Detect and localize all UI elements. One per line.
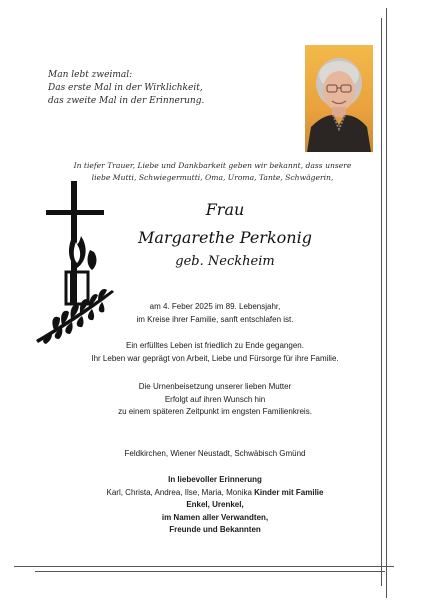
life-line: Ein erfülltes Leben ist friedlich zu Ende gegangen. xyxy=(126,341,304,350)
relatives-line: im Namen aller Verwandten, xyxy=(161,512,269,522)
urn-line: zu einem späteren Zeitpunkt im engsten Familienkreis. xyxy=(118,407,312,416)
intro-line: In tiefer Trauer, Liebe und Dankbarkeit geben wir bekannt, dass unsere xyxy=(73,161,352,170)
motto-line: Das erste Mal in der Wirklichkeit, xyxy=(48,83,203,93)
motto-quote xyxy=(48,69,204,108)
mourners-heading: In liebevoller Erinnerung xyxy=(168,475,262,484)
mourners-block xyxy=(60,474,370,537)
birth-name: geb. Neckheim xyxy=(175,254,275,269)
urn-line: Erfolgt auf ihren Wunsch hin xyxy=(164,394,266,404)
urn-burial-text xyxy=(60,381,370,419)
portrait-photo xyxy=(305,45,373,152)
deceased-name: Margarethe Perkonig xyxy=(138,228,312,247)
life-line: Ihr Leben war geprägt von Arbeit, Liebe und Fürsorge für ihre Familie. xyxy=(91,353,339,363)
border-right-outer xyxy=(386,8,387,598)
salutation: Frau xyxy=(205,200,245,219)
passing-line: am 4. Feber 2025 im 89. Lebensjahr, xyxy=(149,302,281,311)
motto-line: das zweite Mal in der Erinnerung. xyxy=(48,96,205,106)
friends-line: Freunde und Bekannten xyxy=(169,525,261,534)
passing-text xyxy=(60,301,370,326)
passing-line: im Kreise ihrer Familie, sanft entschlafen ist. xyxy=(136,314,294,324)
grandchildren-line: Enkel, Urenkel, xyxy=(186,500,244,509)
candle-icon xyxy=(66,233,96,304)
life-text xyxy=(60,340,370,365)
urn-line: Die Urnenbeisetzung unserer lieben Mutter xyxy=(138,382,292,391)
border-bottom-inner xyxy=(35,571,385,572)
places-line xyxy=(60,448,370,461)
border-right-inner xyxy=(381,18,382,586)
places-text: Feldkirchen, Wiener Neustadt, Schwäbisch Gmünd xyxy=(124,449,306,458)
border-bottom-outer xyxy=(14,566,394,567)
children-line xyxy=(60,487,370,500)
children-label: Kinder mit Familie xyxy=(254,487,324,497)
motto-line: Man lebt zweimal: xyxy=(48,70,133,80)
intro-line: liebe Mutti, Schwiegermutti, Oma, Uroma, Tante, Schwägerin, xyxy=(91,172,334,182)
children-names: Karl, Christa, Andrea, Ilse, Maria, Monika xyxy=(106,487,255,497)
